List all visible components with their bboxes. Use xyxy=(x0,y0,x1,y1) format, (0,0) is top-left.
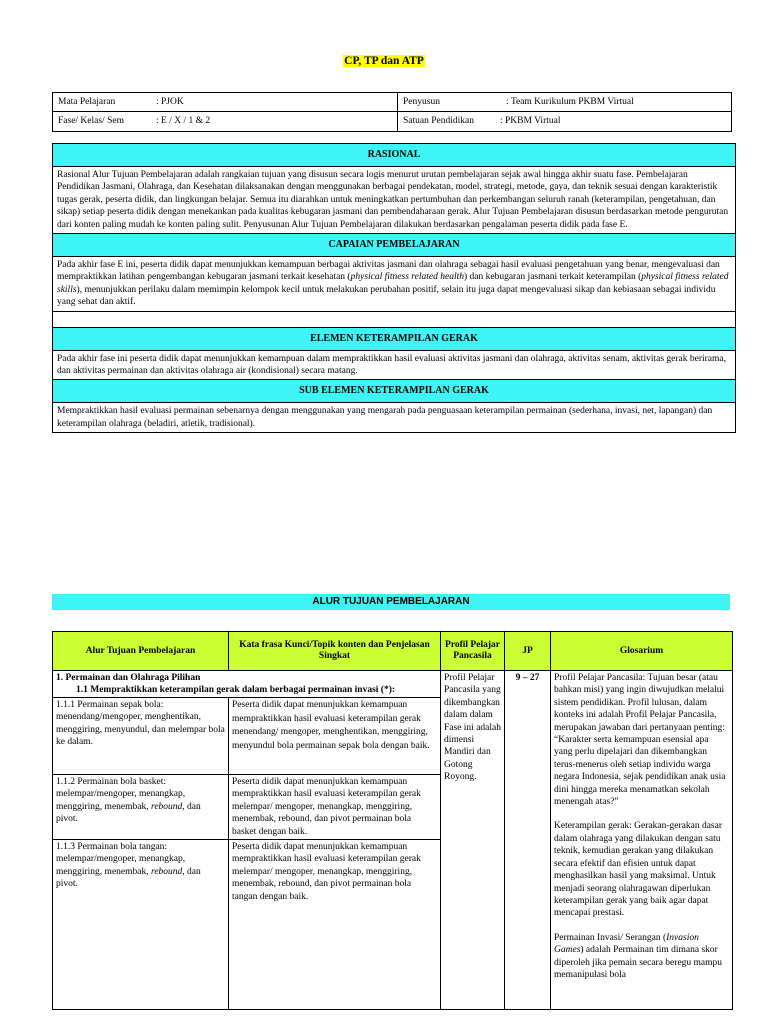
section-1-1: 1.1 Mempraktikkan keterampilan gerak dalam berbagai permainan invasi (*): xyxy=(76,685,396,695)
sub-elemen-text: Mempraktikkan hasil evaluasi permainan sebenarnya dengan menggunakan yang mengarah pada penguasaan keterampilan permainan (sederhana, invasi, net, lapangan) dan keterampilan olahraga (beladiri, atletik, tradisional). xyxy=(53,403,736,433)
elemen-text: Pada akhir fase ini peserta didik dapat menunjukkan kemampuan dalam mempraktikkan hasil evaluasi aktivitas jasmani dan olahraga, aktivitas senam, aktivitas gerak berirama, dan aktivitas permainan dan aktivitas olahraga air (kondisional) secara matang. xyxy=(53,350,736,380)
glosarium-profil: Profil Pelajar Pancasila: Tujuan besar (atau bahkan misi) yang ingin diwujudkan melalui sistem pendidikan. Profil lulusan, dalam konteks ini adalah Profil Pelajar Pancasila, merupakan jawaban dari pertanyaan penting: “Karakter serta kemampuan esensial apa yang perlu dipelajari dan dikembangkan terus-menerus oleh setiap individu warga negara Indonesia, sejak pendidikan anak usia dini hingga mereka menamatkan sekolah menengah atas?” xyxy=(554,673,726,808)
document-title: CP, TP dan ATP xyxy=(344,55,424,67)
section-heading xyxy=(53,671,441,698)
rasional-text: Rasional Alur Tujuan Pembelajaran adalah rangkaian tujuan yang disusun secara logis menurut urutan pembelajaran sejak awal hingga akhir suatu fase. Pembelajaran Pendidikan Jasmani, Olahraga, dan Kesehatan dilaksanakan dengan menggunakan berbagai pendekatan, model, strategi, metode, gaya, dan teknik sesuai dengan karakteristik tugas gerak, peserta didik, dan lingkungan belajar. Semua itu diarahkan untuk meningkatkan pertumbuhan dan perkembangan seluruh ranah (keterampilan, pengetahuan, dan sikap) setiap peserta didik dengan menekankan pada kualitas kebugaran jasmani dan pembendaharaan gerak. Alur Tujuan Pembelajaran disusun berdasarkan metode pengurutan dari konten paling mudah ke konten paling sulit. Penyusunan Alur Tujuan Pembelajaran dilakukan berdasarkan pengalaman peserta didik pada fase E. xyxy=(53,167,736,234)
atp-table xyxy=(52,631,733,1010)
satuan-label: Satuan Pendidikan xyxy=(403,116,474,127)
mapel-cell xyxy=(53,93,398,112)
rasional-table xyxy=(52,143,736,433)
kata-row-bola-basket: Peserta didik dapat menunjukkan kemampuan mempraktikkan hasil evaluasi keterampilan gerak melempar/ mengoper, menangkap, menggiring, menembak, rebound, dan pivot permainan bola basket dengan baik. xyxy=(229,775,441,840)
penyusun-label: Penyusun xyxy=(403,97,440,107)
mapel-label: Mata Pelajaran xyxy=(58,97,116,107)
fase-value: : E / X / 1 & 2 xyxy=(156,116,211,127)
atp-row-bola-tangan: 1.1.3 Permainan bola tangan: melempar/mengoper, menangkap, menggiring, menembak, rebound, dan pivot. xyxy=(53,840,229,1010)
fase-cell xyxy=(53,112,398,131)
atp-row-bola-basket: 1.1.2 Permainan bola basket: melempar/mengoper, menangkap, menggiring, menembak, rebound, dan pivot. xyxy=(53,775,229,840)
mapel-value: : PJOK xyxy=(156,97,184,107)
header-kata-frasa: Kata frasa Kunci/Topik konten dan Penjelasan Singkat xyxy=(229,632,441,671)
spacer-row xyxy=(53,311,736,327)
kata-row-bola-tangan: Peserta didik dapat menunjukkan kemampuan mempraktikkan hasil evaluasi keterampilan gerak melempar/ mengoper, menangkap, menggiring, menembak, rebound, dan pivot permainan bola tangan dengan baik. xyxy=(229,840,441,1010)
atp-title: ALUR TUJUAN PEMBELAJARAN xyxy=(52,594,730,610)
header-jp: JP xyxy=(505,632,551,671)
sub-elemen-heading: SUB ELEMEN KETERAMPILAN GERAK xyxy=(53,380,736,403)
capaian-heading: CAPAIAN PEMBELAJARAN xyxy=(53,234,736,257)
glosarium-cell xyxy=(551,671,733,1010)
profil-cell: Profil Pelajar Pancasila yang dikembangkan dalam dalam Fase ini adalah dimensi Mandiri dan Gotong Royong. xyxy=(441,671,505,1010)
glosarium-invasi: Permainan Invasi/ Serangan (Invasion Games) adalah Permainan tim dimana skor diperoleh jika pemain secara beregu mampu memanipulasi bola xyxy=(554,932,723,980)
info-table xyxy=(52,92,732,132)
fase-label: Fase/ Kelas/ Sem xyxy=(58,116,124,127)
satuan-value: : PKBM Virtual xyxy=(500,116,561,127)
penyusun-value: : Team Kurikulum PKBM Virtual xyxy=(506,97,634,107)
satuan-cell xyxy=(398,112,732,131)
header-glosarium: Glosarium xyxy=(551,632,733,671)
section-1: 1. Permainan dan Olahraga Pilihan xyxy=(56,673,201,683)
atp-row-sepak-bola: 1.1.1 Permainan sepak bola: menendang/mengoper, menghentikan, menggiring, menyundul, dan melempar bola ke dalam. xyxy=(53,698,229,775)
header-profil: Profil Pelajar Pancasila xyxy=(441,632,505,671)
penyusun-cell xyxy=(398,93,732,112)
kata-row-sepak-bola: Peserta didik dapat menunjukkan kemampuan mempraktikkan hasil evaluasi keterampilan gerak menendang/ mengoper, menghentikan, menggiring, menyundul bola permainan sepak bola dengan baik. xyxy=(229,698,441,775)
rasional-heading: RASIONAL xyxy=(53,144,736,167)
jp-cell: 9 – 27 xyxy=(505,671,551,1010)
elemen-heading: ELEMEN KETERAMPILAN GERAK xyxy=(53,327,736,350)
capaian-text: Pada akhir fase E ini, peserta didik dapat menunjukkan kemampuan berbagai aktivitas jasmani dan olahraga sebagai hasil evaluasi pengetahuan yang benar, mengevaluasi dan mempraktikkan latihan pengembangan kebugaran jasmani terkait kesehatan (physical fitness related health) dan kebugaran jasmani terkait keterampilan (physical fitness related skills), menunjukkan perilaku dalam memimpin kelompok kecil untuk melakukan perubahan positif, selain itu juga dapat mengevaluasi sikap dan kebiasaan sebagai individu yang sehat dan aktif. xyxy=(53,257,736,312)
header-atp: Alur Tujuan Pembelajaran xyxy=(53,632,229,671)
glosarium-keterampilan: Keterampilan gerak: Gerakan-gerakan dasar dalam olahraga yang dilakukan dengan satu teknik, kemudian gerakan yang dilakukan secara efektif dan efisien untuk dapat menghasilkan hasil yang maksimal. Untuk menjadi seorang olahragawan diperlukan keterampilan gerak yang baik agar dapat mencapai prestasi. xyxy=(554,821,723,919)
